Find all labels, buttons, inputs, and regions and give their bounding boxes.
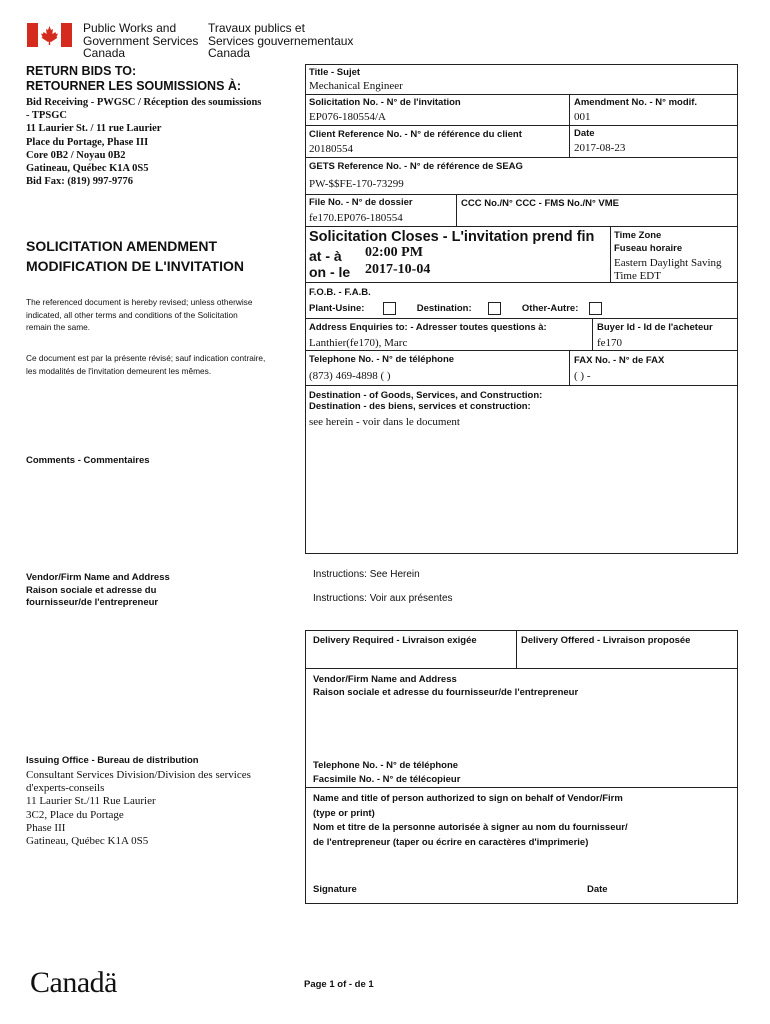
- return-bids-address: [26, 96, 261, 188]
- plant-checkbox[interactable]: [383, 302, 396, 315]
- gets-label: GETS Reference No. - N° de référence de SEAG: [309, 161, 523, 172]
- telephone-value: (873) 469-4898 ( ): [309, 370, 391, 382]
- issuing-line: 11 Laurier St./11 Rue Laurier: [26, 795, 156, 808]
- amendment-value: 001: [574, 111, 591, 123]
- fax-label: FAX No. - N° de FAX: [574, 355, 665, 366]
- instructions-fr: Instructions: Voir aux présentes: [313, 593, 453, 604]
- issuing-line: d'experts-conseils: [26, 782, 105, 795]
- on-label: on - le: [309, 264, 351, 280]
- solicitation-value: EP076-180554/A: [309, 111, 386, 123]
- client-ref-label: Client Reference No. - N° de référence du client: [309, 129, 522, 140]
- paragraph-line: indicated, all other terms and conditions of the Solicitation: [26, 309, 238, 320]
- address-line: Place du Portage, Phase III: [26, 136, 149, 148]
- vendor-label-line: fournisseur/de l'entrepreneur: [26, 597, 159, 608]
- amendment-label: Amendment No. - N° modif.: [574, 97, 698, 108]
- paragraph-line: les modalités de l'invitation demeurent les mêmes.: [26, 365, 212, 376]
- file-value: fe170.EP076-180554: [309, 212, 403, 224]
- destination-checkbox[interactable]: [488, 302, 501, 315]
- vendor-label-line: Vendor/Firm Name and Address: [26, 572, 170, 583]
- address-line: Bid Fax: (819) 997-9776: [26, 176, 134, 188]
- tz-value-line: Time EDT: [614, 270, 661, 282]
- address-line: Bid Receiving - PWGSC / Réception des soumissions: [26, 97, 262, 108]
- date-label: Date: [574, 128, 595, 139]
- tz-value-line: Eastern Daylight Saving: [614, 257, 722, 269]
- tz-label-line: Fuseau horaire: [614, 243, 683, 254]
- return-bids-title: [26, 64, 241, 94]
- authorized-line: (type or print): [313, 807, 375, 819]
- dept-en-line: Public Works and: [83, 21, 177, 35]
- issuing-office-label: Issuing Office - Bureau de distribution: [26, 755, 199, 766]
- authorized-line: Nom et titre de la personne autorisée à signer au nom du fournisseur/: [313, 822, 628, 833]
- delivery-required-label: Delivery Required - Livraison exigée: [313, 635, 477, 646]
- gets-value: PW-$$FE-170-73299: [309, 178, 404, 190]
- address-enquiries-value: Lanthier(fe170), Marc: [309, 337, 408, 349]
- amendment-title: [26, 236, 244, 276]
- address-line: Core 0B2 / Noyau 0B2: [26, 149, 126, 161]
- file-label: File No. - N° de dossier: [309, 197, 413, 208]
- title-value: Mechanical Engineer: [309, 80, 403, 92]
- time-zone-label: [614, 229, 682, 255]
- vendor-label-line: Raison sociale et adresse du: [26, 584, 157, 596]
- issuing-line: Phase III: [26, 821, 66, 834]
- amendment-title-line: MODIFICATION DE L'INVITATION: [26, 258, 244, 274]
- vendor-firm-line: Vendor/Firm Name and Address: [313, 674, 457, 685]
- vendor-left-label: [26, 572, 170, 610]
- issuing-line: Consultant Services Division/Division des services: [26, 769, 251, 781]
- delivery-offered-label: Delivery Offered - Livraison proposée: [521, 635, 691, 646]
- page-number: Page 1 of - de 1: [304, 979, 374, 990]
- date-value: 2017-08-23: [574, 142, 626, 154]
- fob-label: F.O.B. - F.A.B.: [309, 287, 371, 298]
- dept-en-line: Canada: [83, 46, 126, 60]
- issuing-line: 3C2, Place du Portage: [26, 808, 124, 821]
- dept-fr-line: Travaux publics et: [208, 21, 305, 35]
- comments-label: Comments - Commentaires: [26, 455, 150, 466]
- vendor-firm-label: [313, 673, 578, 699]
- at-label: at - à: [309, 248, 342, 264]
- authorized-line: Name and title of person authorized to sign on behalf of Vendor/Firm: [313, 793, 623, 804]
- buyer-id-value: fe170: [597, 337, 623, 349]
- vendor-firm-line: Raison sociale et adresse du fournisseur/de l'entrepreneur: [313, 687, 579, 698]
- closes-label: Solicitation Closes - L'invitation prend fin: [309, 229, 595, 245]
- other-checkbox[interactable]: [589, 302, 602, 315]
- address-line: Gatineau, Québec K1A 0S5: [26, 163, 149, 175]
- telephone-label: Telephone No. - N° de téléphone: [309, 354, 455, 365]
- vendor-telephone-label: Telephone No. - N° de téléphone: [313, 760, 459, 771]
- destination-label: Destination:: [416, 303, 472, 315]
- paragraph-line: remain the same.: [26, 322, 91, 332]
- paragraph-line: The referenced document is hereby revised; unless otherwise: [26, 297, 253, 307]
- return-bids-title-line: RETOURNER LES SOUMISSIONS À:: [26, 79, 242, 93]
- destination-value: see herein - voir dans le document: [309, 416, 460, 428]
- dept-fr-line: Canada: [208, 46, 251, 60]
- destination-label-line: Destination - des biens, services et construction:: [309, 401, 531, 412]
- issuing-line: Gatineau, Québec K1A 0S5: [26, 835, 149, 848]
- paragraph-line: Ce document est par la présente révisé; sauf indication contraire,: [26, 353, 266, 363]
- authorized-line: de l'entrepreneur (taper ou écrire en caractères d'imprimerie): [313, 836, 589, 848]
- address-line: 11 Laurier St. / 11 rue Laurier: [26, 123, 162, 135]
- amendment-paragraph-fr: [26, 352, 265, 377]
- canada-wordmark: Canadä: [30, 966, 117, 999]
- issuing-office-address: [26, 769, 251, 848]
- address-line: - TPSGC: [26, 110, 67, 122]
- canada-flag-icon: [27, 23, 72, 47]
- return-bids-title-line: RETURN BIDS TO:: [26, 64, 137, 78]
- time-zone-value: [614, 257, 722, 283]
- department-name-en: [83, 22, 198, 60]
- amendment-paragraph-en: [26, 296, 252, 334]
- plant-label: Plant-Usine:: [309, 303, 365, 315]
- destination-goods-label: [309, 390, 542, 412]
- buyer-id-label: Buyer Id - Id de l'acheteur: [597, 322, 713, 333]
- title-label: Title - Sujet: [309, 67, 361, 78]
- tz-label-line: Time Zone: [614, 230, 662, 241]
- amendment-title-line: SOLICITATION AMENDMENT: [26, 238, 218, 254]
- instructions-en: Instructions: See Herein: [313, 569, 420, 580]
- other-label: Other-Autre:: [521, 303, 579, 315]
- signature-date-label: Date: [587, 884, 608, 895]
- fax-value: ( ) -: [574, 370, 591, 382]
- signature-label: Signature: [313, 884, 357, 895]
- dept-fr-line: Services gouvernementaux: [208, 33, 354, 48]
- destination-label-line: Destination - of Goods, Services, and Construction:: [309, 390, 543, 401]
- client-ref-value: 20180554: [309, 143, 353, 155]
- department-name-fr: [208, 22, 353, 60]
- fob-options: [309, 302, 602, 315]
- vendor-fax-label: Facsimile No. - N° de télécopieur: [313, 774, 461, 785]
- address-enquiries-label: Address Enquiries to: - Adresser toutes questions à:: [309, 322, 547, 333]
- authorized-person-label: [313, 792, 628, 850]
- solicitation-label: Solicitation No. - N° de l'invitation: [309, 97, 461, 108]
- closing-time-value: 02:00 PM: [365, 245, 423, 260]
- closing-date-value: 2017-10-04: [365, 262, 431, 277]
- dept-en-line: Government Services: [83, 33, 199, 48]
- ccc-label: CCC No./N° CCC - FMS No./N° VME: [461, 198, 620, 209]
